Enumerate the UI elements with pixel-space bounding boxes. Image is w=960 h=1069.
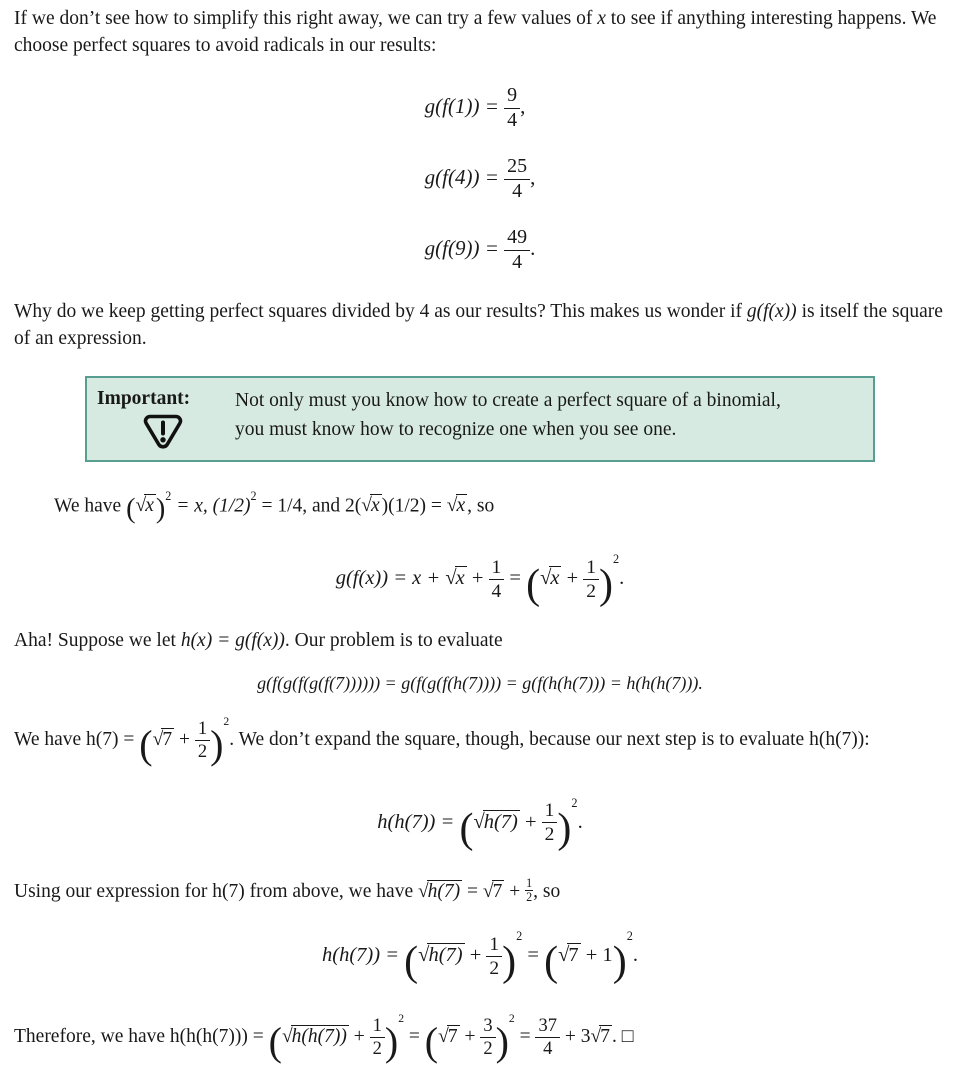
sqrt-h7 — [418, 944, 464, 966]
numerator: 37 — [538, 1014, 557, 1036]
right-paren: ) — [557, 805, 572, 852]
sqrt-7 — [483, 881, 504, 902]
math-text: + — [459, 1025, 481, 1047]
denominator: 2 — [542, 822, 558, 845]
equation-gf1 — [425, 75, 536, 141]
left-paren: ( — [424, 1018, 439, 1064]
important-text-line2: you must know how to recognize one when you see one. — [235, 418, 677, 440]
fraction — [489, 557, 505, 602]
radicand: 7 — [162, 729, 173, 751]
left-paren: ( — [268, 1018, 282, 1064]
numerator: 1 — [491, 556, 502, 578]
numerator: 3 — [483, 1014, 493, 1036]
denominator: 2 — [526, 889, 533, 904]
wonder-paragraph — [14, 299, 946, 352]
sqrt-x — [135, 495, 155, 516]
math-text: + — [348, 1025, 370, 1047]
left-paren: ( — [126, 493, 136, 525]
sqrt-x — [361, 495, 381, 516]
punctuation: , — [530, 164, 536, 189]
numerator: 49 — [507, 226, 528, 249]
numerator: 1 — [197, 718, 208, 740]
radical-sign: √ — [446, 495, 458, 517]
radicand: h(7) — [427, 881, 461, 903]
fraction — [583, 557, 599, 602]
fraction — [542, 800, 558, 845]
fraction — [504, 227, 530, 273]
radical-sign: √ — [152, 729, 164, 751]
radicand: 7 — [492, 881, 503, 903]
right-paren: ) — [502, 938, 517, 985]
body-text: , so — [533, 881, 561, 903]
small-fraction — [525, 877, 533, 902]
numerator: 1 — [544, 800, 555, 822]
denominator: 2 — [480, 1037, 495, 1059]
exponent: 2 — [516, 929, 523, 943]
equation-gf9 — [425, 217, 536, 283]
sqrt-h7 — [418, 881, 462, 902]
qed-square: □ — [621, 1025, 634, 1047]
body-text: We have — [54, 495, 127, 517]
radicand: h(7) — [483, 810, 518, 833]
sqrt-x — [447, 495, 467, 516]
numerator: 25 — [507, 155, 528, 178]
math-text: + — [519, 810, 542, 833]
denominator: 2 — [195, 740, 210, 762]
radical-sign: √ — [418, 943, 430, 966]
important-text — [229, 387, 781, 444]
denominator: 4 — [504, 108, 520, 132]
radicand: 7 — [568, 943, 579, 966]
math-text: + — [561, 566, 584, 589]
fraction — [504, 156, 530, 202]
radical-sign: √ — [438, 1025, 449, 1047]
math-text: h(h(7)) = — [377, 810, 460, 833]
intro-paragraph — [14, 6, 946, 59]
equation-block-gf-values — [425, 75, 536, 283]
math-text: + — [174, 729, 195, 751]
right-paren: ) — [155, 493, 166, 525]
radical-sign: √ — [417, 881, 429, 903]
therefore-line — [14, 1011, 946, 1069]
math-text: + 3 — [560, 1025, 591, 1047]
equation-gfx-square — [14, 539, 946, 620]
body-text: , so — [467, 495, 495, 517]
sqrt-7 — [591, 1026, 612, 1047]
radicand: h(7) — [428, 943, 463, 966]
aha-paragraph — [14, 628, 946, 655]
numerator: 1 — [586, 556, 596, 578]
math-text: h(h(7)) = — [322, 943, 405, 966]
left-paren: ( — [544, 938, 559, 985]
radical-sign: √ — [482, 881, 494, 903]
radicand: 7 — [447, 1025, 458, 1047]
sqrt-7 — [438, 1026, 459, 1047]
body-text: to see if anything interesting happens. We choose perfect squares to avoid radicals in our results: — [14, 8, 937, 56]
numerator: 1 — [489, 933, 500, 955]
important-text-line1: Not only must you know how to create a perfect square of a binomial, — [235, 390, 781, 412]
right-paren: ) — [384, 1018, 399, 1064]
right-paren: ) — [495, 1018, 509, 1064]
body-text: Therefore, we have h(h(h(7))) = — [14, 1025, 269, 1047]
equation-hh7-simplified — [14, 916, 946, 997]
radical-sign: √ — [558, 943, 570, 966]
math-text: + — [464, 943, 487, 966]
math-text: = — [504, 566, 527, 589]
body-text: . We don’t expand the square, though, because our next step is to evaluate h(h(7)): — [229, 729, 870, 751]
body-text: )(1/2) = — [381, 495, 447, 517]
math-text: = x, (1/2) — [171, 495, 251, 517]
math-text: + 1 — [580, 943, 613, 966]
body-text: Aha! Suppose we let — [14, 629, 181, 651]
exponent: 2 — [398, 1011, 405, 1025]
radical-sign: √ — [473, 810, 485, 833]
denominator: 2 — [583, 579, 599, 602]
math-text: = — [404, 1025, 425, 1047]
math-text: = — [514, 1025, 536, 1047]
math-text: g(f(g(f(g(f(7)))))) = g(f(g(f(h(7)))) = g(f(h(h(7))) = h(h(h(7))). — [257, 673, 703, 694]
fraction — [370, 1016, 385, 1059]
exponent: 2 — [613, 551, 620, 566]
fraction — [480, 1016, 495, 1059]
denominator: 2 — [486, 956, 502, 979]
sqrt-x — [540, 567, 561, 589]
equation-gf4 — [425, 146, 536, 212]
exponent: 2 — [626, 929, 633, 943]
equation-hh7 — [14, 783, 946, 864]
important-label: Important: — [97, 388, 191, 410]
radical-sign: √ — [361, 495, 372, 517]
fraction — [486, 934, 502, 979]
math-text: g(f(1)) = — [424, 93, 505, 118]
sqrt-x — [445, 567, 466, 589]
math-hx-def: h(x) = g(f(x)) — [180, 629, 285, 651]
radicand: x — [145, 495, 154, 517]
math-text: g(f(x)) = x + — [335, 566, 446, 589]
punctuation: . — [611, 1025, 622, 1047]
exponent: 2 — [250, 488, 257, 503]
math-text: = — [522, 943, 545, 966]
body-text: If we don’t see how to simplify this right away, we can try a few values of — [14, 8, 598, 29]
radicand: x — [550, 566, 560, 589]
fraction — [195, 719, 210, 762]
punctuation: . — [632, 943, 638, 966]
using-expression-paragraph — [14, 877, 946, 906]
radicand: h(h(7)) — [291, 1025, 347, 1047]
radicand: x — [370, 495, 380, 517]
radicand: x — [456, 495, 466, 517]
math-text: + — [504, 881, 526, 903]
sqrt-hh7 — [282, 1026, 349, 1047]
warning-exclamation-icon — [143, 414, 183, 450]
math-gfx: g(f(x)) — [746, 301, 797, 323]
math-text: g(f(9)) = — [424, 236, 505, 261]
right-paren: ) — [210, 722, 224, 768]
numerator: 1 — [372, 1014, 382, 1036]
sqrt-7 — [153, 729, 174, 750]
right-paren: ) — [612, 938, 627, 985]
fraction — [504, 85, 520, 131]
punctuation: . — [530, 236, 536, 261]
radical-sign: √ — [445, 566, 457, 589]
math-text: + — [466, 566, 489, 589]
sqrt-h7 — [473, 811, 519, 833]
radical-sign: √ — [135, 495, 147, 517]
body-text: = 1/4, and 2( — [256, 495, 362, 517]
punctuation: . — [577, 810, 583, 833]
h7-paragraph — [14, 714, 946, 772]
body-text: We have h(7) = — [14, 729, 140, 751]
denominator: 4 — [504, 250, 530, 274]
equation-nested-composition — [14, 668, 946, 698]
right-paren: ) — [599, 561, 613, 608]
exponent: 2 — [571, 795, 578, 810]
radical-sign: √ — [590, 1025, 602, 1047]
left-paren: ( — [139, 722, 153, 768]
body-text: . Our problem is to evaluate — [284, 629, 503, 651]
math-var-x: x — [597, 8, 606, 29]
body-text: Why do we keep getting perfect squares divided by 4 as our results? This makes us wonder if — [14, 301, 747, 323]
punctuation: . — [619, 566, 625, 589]
fraction — [535, 1016, 560, 1059]
sqrt-7 — [558, 944, 581, 966]
radicand: 7 — [600, 1025, 610, 1047]
important-note-box — [85, 376, 875, 461]
left-paren: ( — [526, 561, 541, 608]
exponent: 2 — [223, 715, 230, 729]
exponent: 2 — [508, 1011, 515, 1025]
math-text: = — [462, 881, 483, 903]
left-paren: ( — [459, 805, 474, 852]
we-have-identity-line — [54, 488, 946, 529]
exponent: 2 — [165, 488, 172, 503]
radicand: x — [455, 566, 465, 589]
math-text: g(f(4)) = — [424, 164, 505, 189]
body-text: Using our expression for h(7) from above, we have — [14, 881, 418, 903]
body-text: is itself the square of an expression. — [14, 301, 943, 349]
denominator: 4 — [504, 179, 530, 203]
punctuation: , — [520, 93, 526, 118]
important-label-column — [97, 387, 229, 449]
left-paren: ( — [404, 938, 419, 985]
denominator: 4 — [489, 579, 505, 602]
radical-sign: √ — [281, 1025, 293, 1047]
denominator: 2 — [370, 1037, 385, 1059]
numerator: 1 — [526, 876, 533, 891]
radical-sign: √ — [540, 566, 552, 589]
denominator: 4 — [535, 1037, 560, 1059]
numerator: 9 — [507, 84, 518, 107]
